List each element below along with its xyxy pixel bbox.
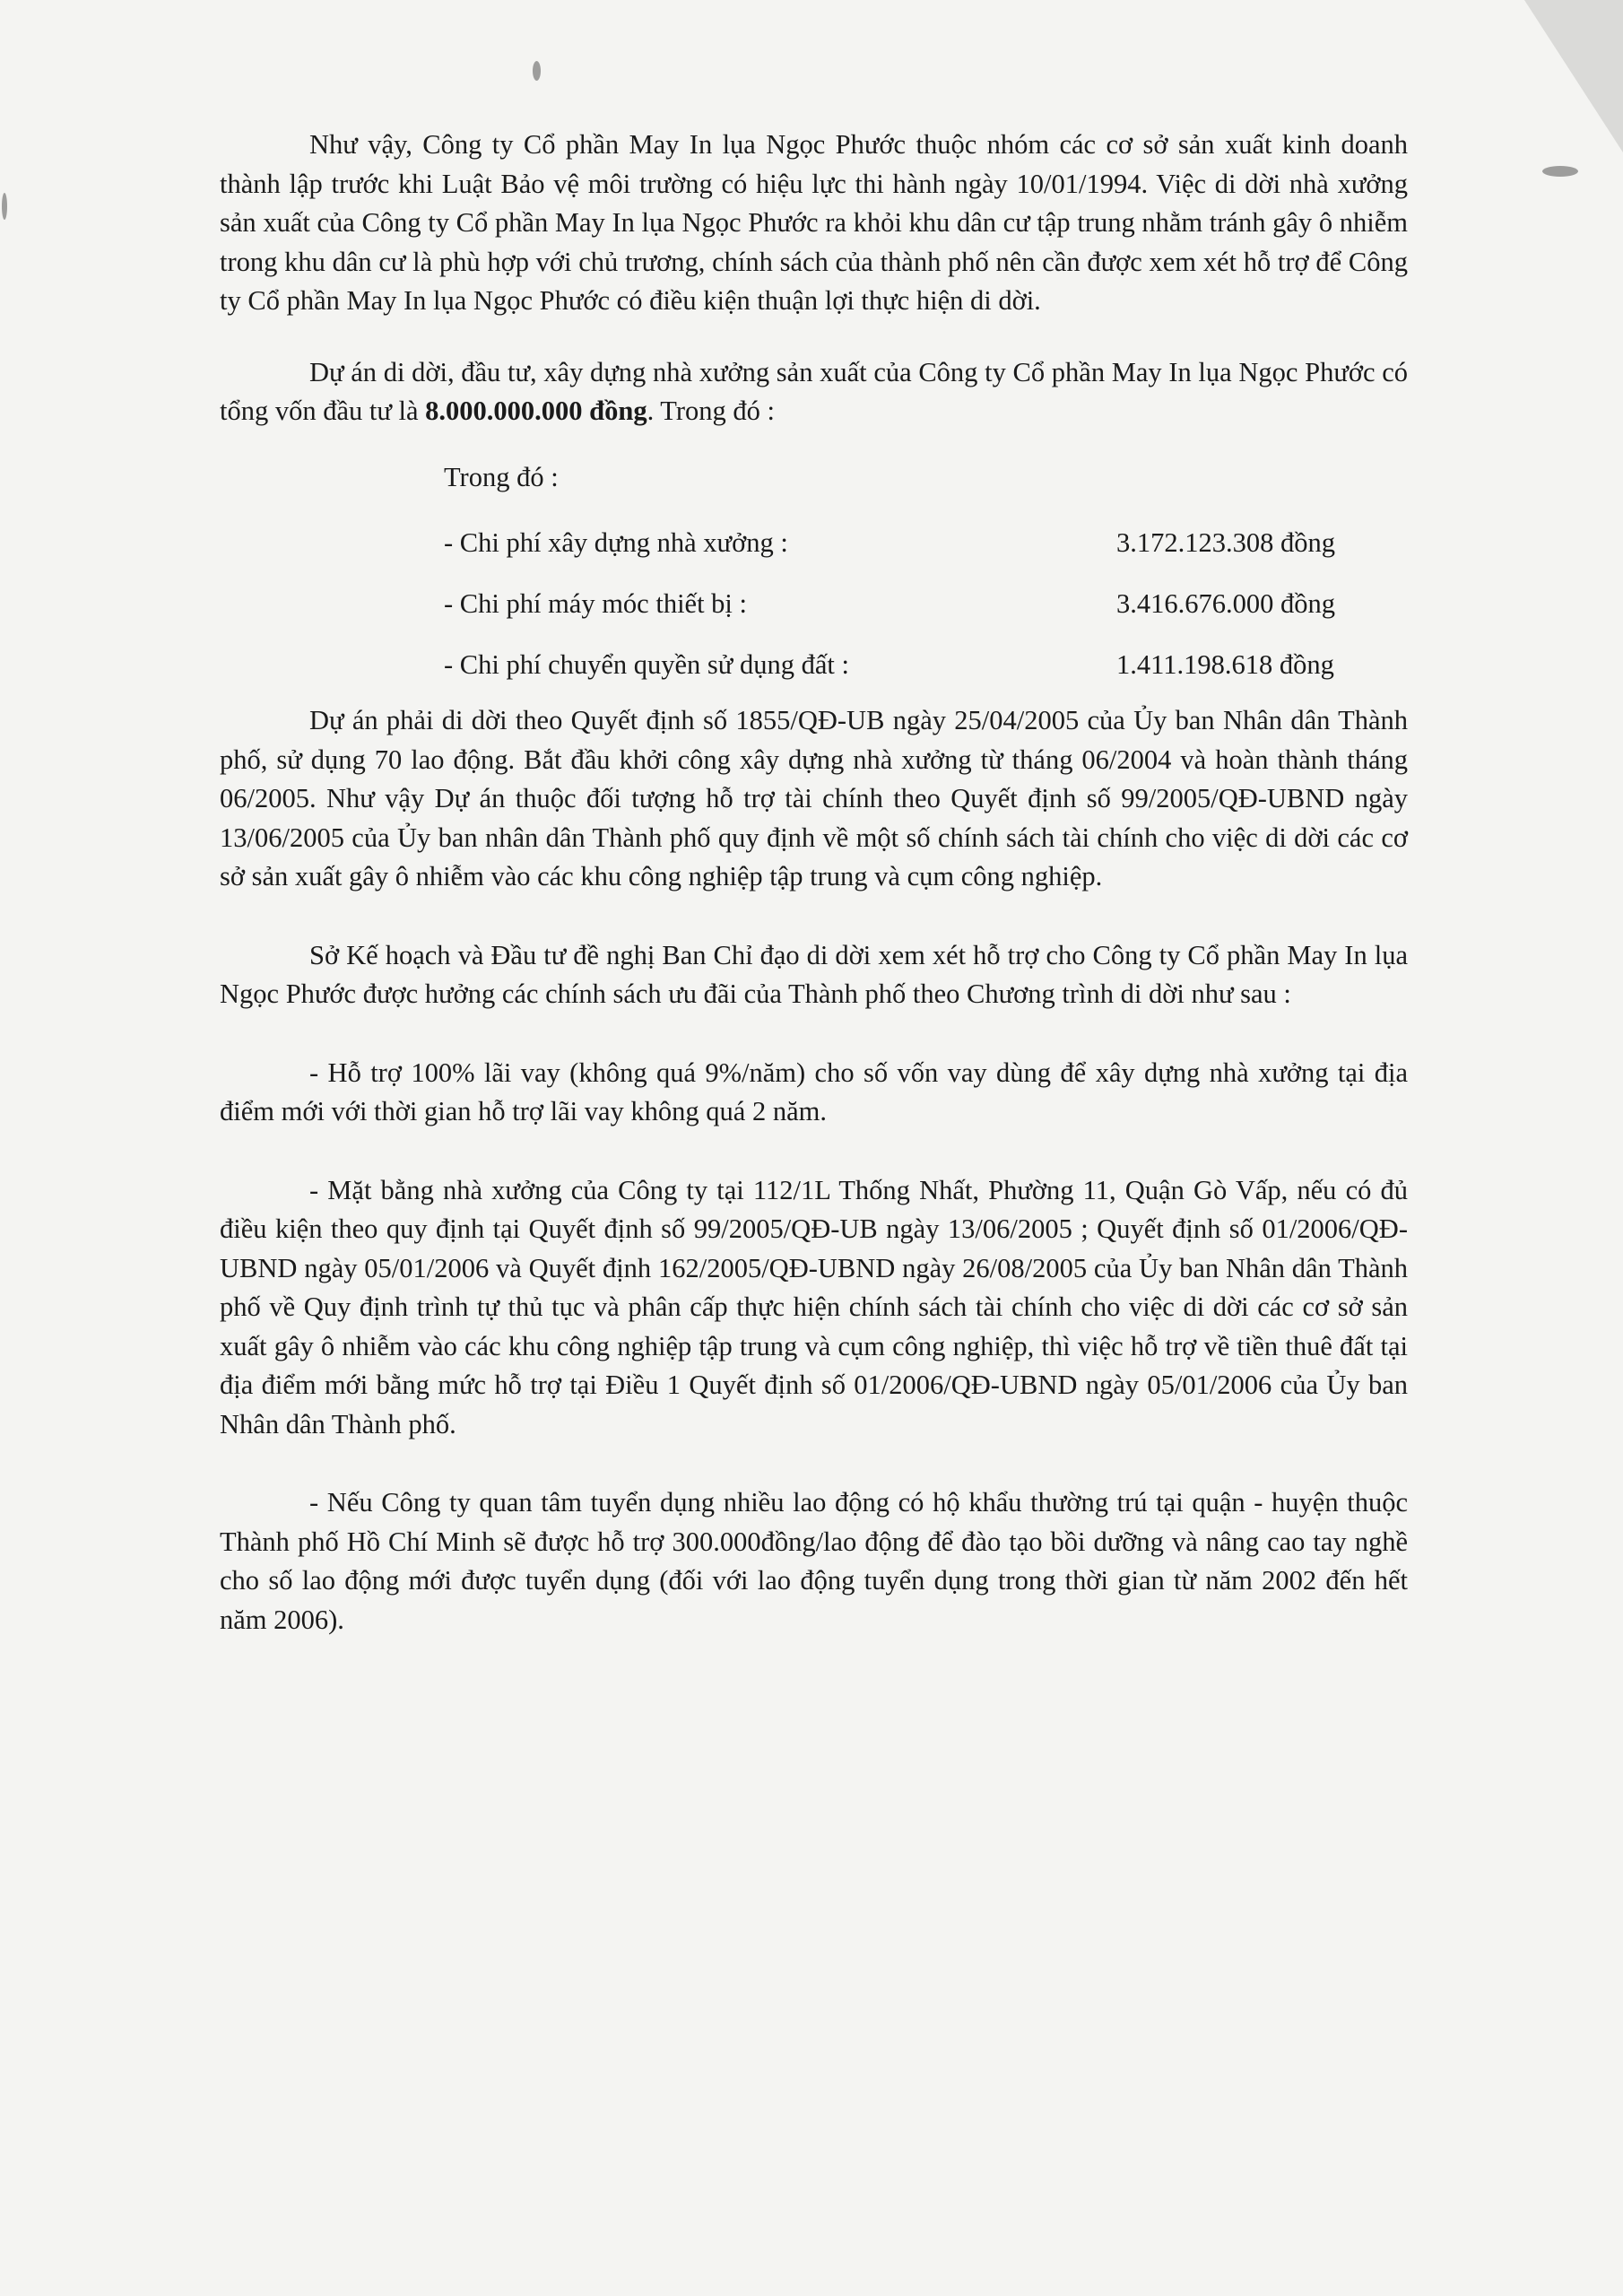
scan-mark xyxy=(1542,166,1578,177)
paragraph-land-support: - Mặt bằng nhà xưởng của Công ty tại 112/1L Thống Nhất, Phường 11, Quận Gò Vấp, nếu có đủ điều kiện theo quy định tại Quyết định số 99/2005/QĐ-UB ngày 13/06/2005 ; Quyết định số 01/2006/QĐ-UBND ngày 05/01/2006 và Quyết định 162/2005/QĐ-UBND ngày 26/08/2005 của Ủy ban Nhân dân Thành phố về Quy định trình tự thủ tục và phân cấp thực hiện chính sách tài chính cho việc di dời các cơ sở sản xuất gây ô nhiễm vào các khu công nghiệp tập trung và cụm công nghiệp, thì việc hỗ trợ về tiền thuê đất tại địa điểm mới bằng mức hỗ trợ tại Điều 1 Quyết định số 01/2006/QĐ-UBND ngày 05/01/2006 của Ủy ban Nhân dân Thành phố. xyxy=(220,1174,1408,1439)
paragraph-relocation-decision: Dự án phải di dời theo Quyết định số 1855/QĐ-UB ngày 25/04/2005 của Ủy ban Nhân dân Thành phố, sử dụng 70 lao động. Bắt đầu khởi công xây dựng nhà xưởng từ tháng 06/2004 và hoàn thành tháng 06/2005. Như vậy Dự án thuộc đối tượng hỗ trợ tài chính theo Quyết định số 99/2005/QĐ-UBND ngày 13/06/2005 của Ủy ban nhân dân Thành phố quy định về một số chính sách tài chính cho việc di dời các cơ sở sản xuất gây ô nhiễm vào các khu công nghiệp tập trung và cụm công nghiệp. xyxy=(220,705,1408,891)
investment-text-end: . Trong đó : xyxy=(647,396,775,426)
paragraph-proposal: Sở Kế hoạch và Đầu tư đề nghị Ban Chỉ đạo di dời xem xét hỗ trợ cho Công ty Cổ phần May In lụa Ngọc Phước được hưởng các chính sách ưu đãi của Thành phố theo Chương trình di dời như sau : xyxy=(220,939,1408,1009)
cost-row-equipment xyxy=(220,585,1408,619)
paragraph-interest-support: - Hỗ trợ 100% lãi vay (không quá 9%/năm) cho số vốn vay dùng để xây dựng nhà xưởng tại địa điểm mới với thời gian hỗ trợ lãi vay không quá 2 năm. xyxy=(220,1057,1408,1126)
cost-label: - Chi phí máy móc thiết bị : xyxy=(444,588,748,619)
cost-label: - Chi phí xây dựng nhà xưởng : xyxy=(444,527,788,558)
document-body xyxy=(220,126,1408,1639)
cost-amount: 3.172.123.308 đồng xyxy=(1116,527,1335,558)
cost-amount: 1.411.198.618 đồng xyxy=(1116,649,1334,680)
folded-corner xyxy=(1524,0,1623,152)
cost-amount: 3.416.676.000 đồng xyxy=(1116,588,1335,619)
cost-label: - Chi phí chuyển quyền sử dụng đất : xyxy=(444,649,849,680)
breakdown-lead: Trong đó : xyxy=(444,461,559,492)
paragraph-company-background: Như vậy, Công ty Cổ phần May In lụa Ngọc Phước thuộc nhóm các cơ sở sản xuất kinh doanh thành lập trước khi Luật Bảo vệ môi trường có hiệu lực thi hành ngày 10/01/1994. Việc di dời nhà xưởng sản xuất của Công ty Cổ phần May In lụa Ngọc Phước ra khỏi khu dân cư tập trung nhằm tránh gây ô nhiễm trong khu dân cư là phù hợp với chủ trương, chính sách của thành phố nên cần được xem xét hỗ trợ để Công ty Cổ phần May In lụa Ngọc Phước có điều kiện thuận lợi thực hiện di dời. xyxy=(220,129,1408,316)
cost-row-land xyxy=(220,646,1408,680)
scan-mark xyxy=(533,61,541,81)
cost-row-construction xyxy=(220,524,1408,558)
paragraph-training-support: - Nếu Công ty quan tâm tuyển dụng nhiều lao động có hộ khẩu thường trú tại quận - huyện thuộc Thành phố Hồ Chí Minh sẽ được hỗ trợ 300.000đồng/lao động để đào tạo bồi dưỡng và nâng cao tay nghề cho số lao động mới được tuyển dụng (đối với lao động tuyển dụng trong thời gian từ năm 2002 đến hết năm 2006). xyxy=(220,1487,1408,1635)
investment-text: Dự án di dời, đầu tư, xây dựng nhà xưởng sản xuất của Công ty Cổ phần May In lụa Ngọc Phước có tổng vốn đầu tư là xyxy=(220,356,1408,426)
paragraph-investment xyxy=(220,353,1408,431)
scan-mark xyxy=(2,193,7,220)
total-investment-amount: 8.000.000.000 đồng xyxy=(425,396,647,426)
